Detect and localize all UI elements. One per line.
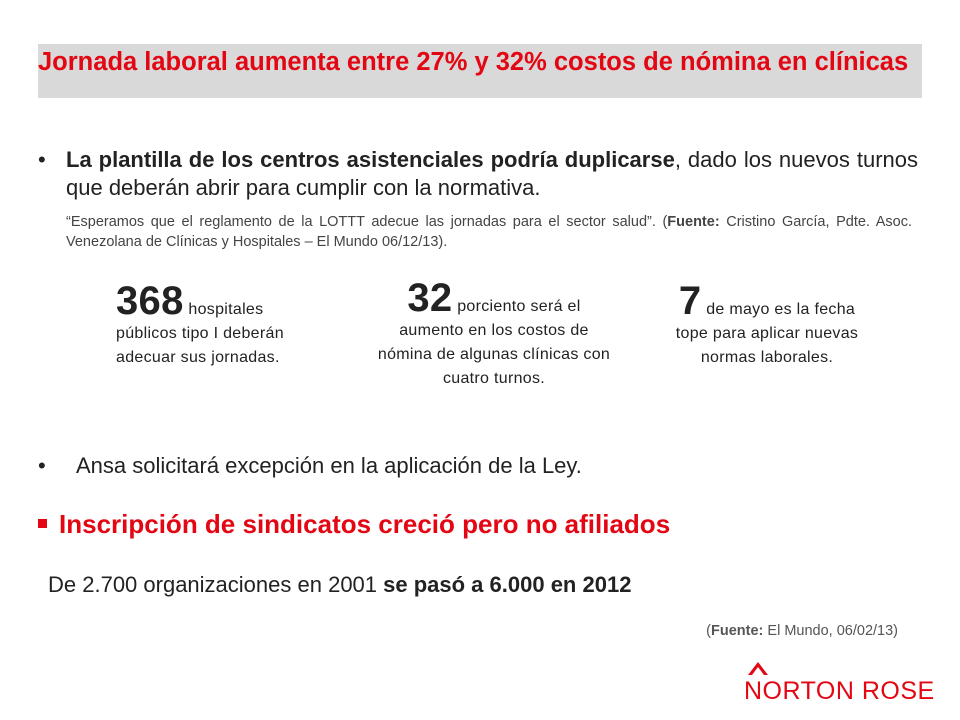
quote-source-open: ( [655, 214, 668, 230]
bullet-marker: • [38, 453, 46, 478]
stat-number: 32 [407, 276, 453, 320]
source-open: ( [706, 623, 712, 639]
slide-title: Jornada laboral aumenta entre 27% y 32% costos de nómina en clínicas [38, 48, 909, 76]
bullet-text: Ansa solicitará excepción en la aplicación de la Ley. [76, 453, 582, 478]
stat-text: porciento será el aumento en los costos de nómina de algunas clínicas con cuatro turnos. [377, 298, 611, 387]
stat-text: hospitales públicos tipo I deberán adecuar sus jornadas. [116, 301, 284, 366]
quote-source-label: Fuente: [667, 214, 720, 230]
quote-block [66, 212, 912, 252]
source-label: Fuente: [711, 623, 764, 639]
organizaciones-bold: se pasó a 6.000 en 2012 [383, 572, 632, 597]
bullet-marker: • [38, 147, 46, 172]
logo-text: NORTON ROSE [744, 677, 935, 705]
section-heading-sindicatos [38, 508, 938, 540]
organizaciones-line [48, 570, 631, 600]
logo-chevron-icon [747, 660, 769, 676]
square-bullet-icon [38, 519, 47, 528]
bullet-text [66, 146, 918, 202]
organizaciones-normal: De 2.700 organizaciones en 2001 [48, 572, 384, 597]
stat-number: 7 [678, 279, 702, 323]
norton-rose-logo [744, 660, 935, 706]
stat-hospitales [116, 281, 316, 370]
stat-fecha [672, 281, 862, 370]
source-text: El Mundo, 06/02/13) [763, 623, 898, 639]
bullet-rest-text: , dado los nuevos turnos que deberán abrir para cumplir con la normativa. [66, 147, 919, 200]
quote-text: “Esperamos que el reglamento de la LOTTT adecue las jornadas para el sector salud”. [66, 214, 656, 230]
bullet-plantilla [38, 146, 918, 206]
stat-porciento [376, 278, 612, 391]
bullet-ansa [38, 452, 918, 482]
bullet-bold-text: La plantilla de los centros asistenciales podría duplicarse [66, 147, 675, 172]
stat-number: 368 [116, 279, 184, 323]
section-heading-text: Inscripción de sindicatos creció pero no afiliados [59, 509, 671, 539]
source-citation [706, 623, 898, 639]
quote-source-text: Cristino García, Pdte. Asoc. Venezolana de Clínicas y Hospitales – El Mundo 06/12/13). [66, 214, 912, 250]
stat-text: de mayo es la fecha tope para aplicar nuevas normas laborales. [675, 301, 859, 366]
